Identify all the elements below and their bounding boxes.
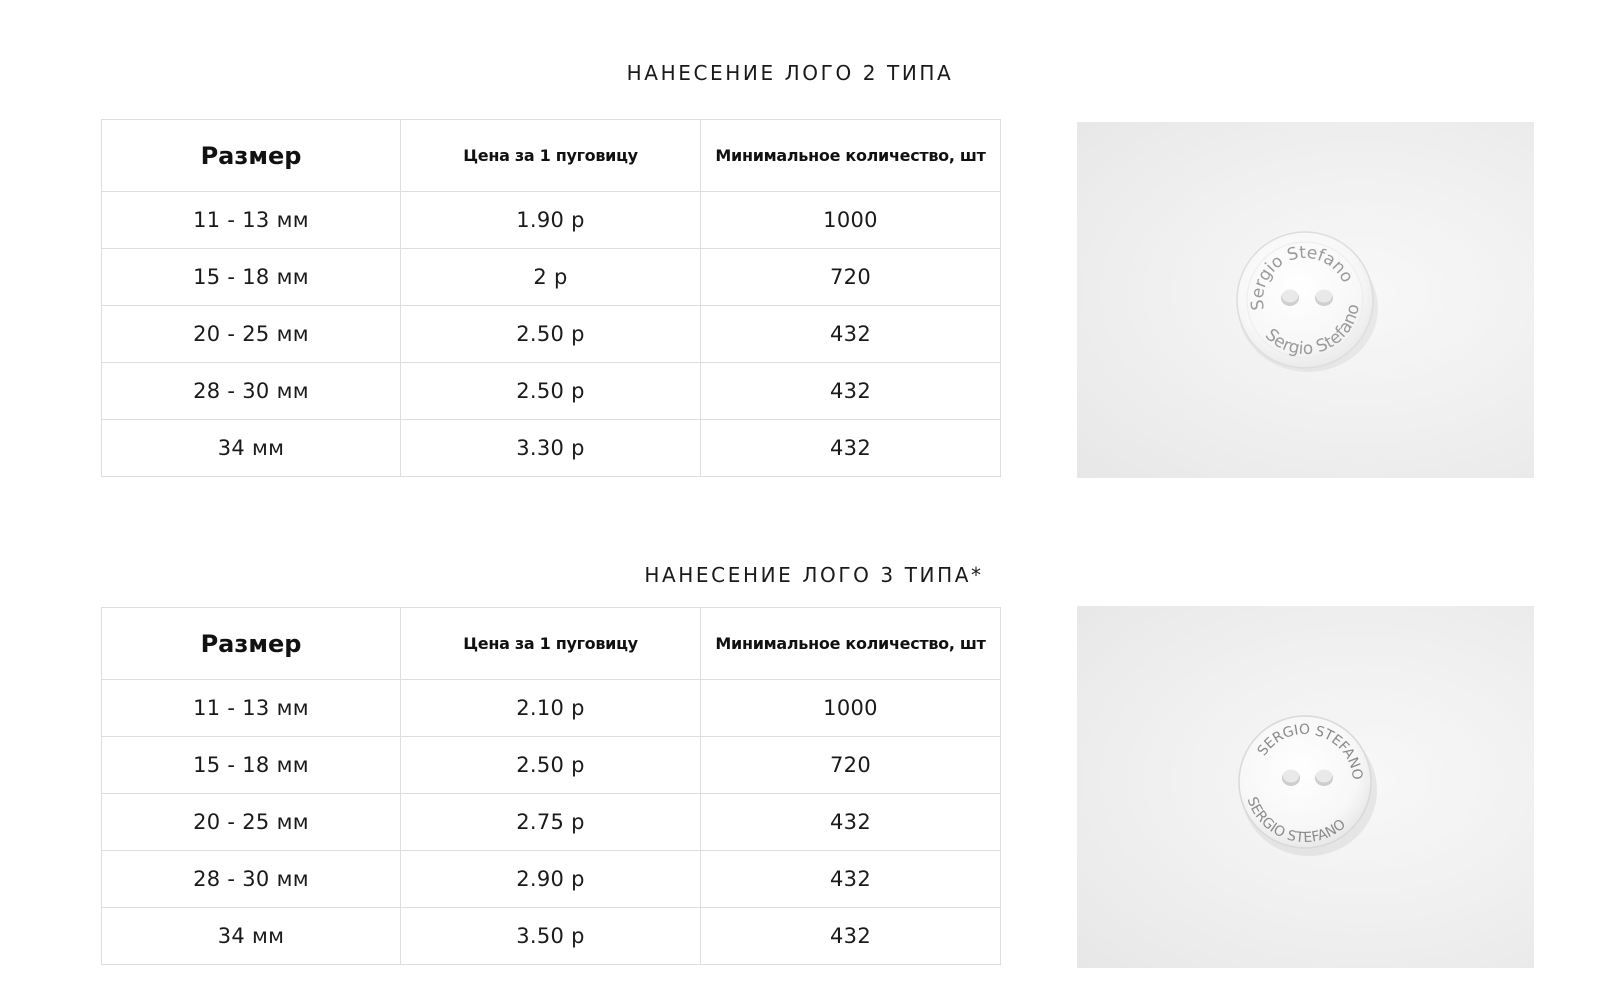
price-table-logo-type-2 [101,119,1001,477]
min-qty-cell: 432 [701,794,1001,851]
table-row [102,306,1001,363]
table-row [102,737,1001,794]
price-cell: 2.10 р [401,680,701,737]
logo-text-bottom: Sergio Stefano [1261,302,1364,360]
price-cell: 2.50 р [401,363,701,420]
logo-text-top: Sergio Stefano [1247,242,1358,312]
section-title-logo-type-2: НАНЕСЕНИЕ ЛОГО 2 ТИПА [626,61,954,85]
size-cell: 11 - 13 мм [102,192,401,249]
section-title-logo-type-3: НАНЕСЕНИЕ ЛОГО 3 ТИПА* [644,563,984,587]
size-cell: 28 - 30 мм [102,851,401,908]
price-cell: 2 р [401,249,701,306]
table-row [102,908,1001,965]
size-cell: 28 - 30 мм [102,363,401,420]
price-column-header: Цена за 1 пуговицу [401,120,701,192]
price-column-header: Цена за 1 пуговицу [401,608,701,680]
table-row [102,363,1001,420]
price-cell: 3.50 р [401,908,701,965]
size-cell: 15 - 18 мм [102,737,401,794]
price-table-logo-type-3 [101,607,1001,965]
min-qty-cell: 432 [701,908,1001,965]
price-cell: 1.90 р [401,192,701,249]
min-qty-cell: 432 [701,363,1001,420]
button-photo-logo-type-3 [1077,606,1534,968]
table-row [102,249,1001,306]
size-column-header: Размер [102,608,401,680]
table-row [102,680,1001,737]
table-row [102,420,1001,477]
size-cell: 20 - 25 мм [102,794,401,851]
min-qty-cell: 720 [701,737,1001,794]
price-cell: 2.50 р [401,737,701,794]
logo-text-bottom: SERGIO STEFANO [1243,794,1349,847]
size-cell: 20 - 25 мм [102,306,401,363]
min-qty-cell: 720 [701,249,1001,306]
size-cell: 15 - 18 мм [102,249,401,306]
table-row [102,794,1001,851]
button-illustration [1077,122,1534,478]
price-cell: 3.30 р [401,420,701,477]
size-column-header: Размер [102,120,401,192]
table-header-row [102,608,1001,680]
min-qty-cell: 1000 [701,680,1001,737]
button-photo-logo-type-2 [1077,122,1534,478]
table-row [102,851,1001,908]
size-cell: 11 - 13 мм [102,680,401,737]
min-qty-column-header: Минимальное количество, шт [701,120,1001,192]
price-cell: 2.75 р [401,794,701,851]
min-qty-cell: 432 [701,306,1001,363]
button-illustration [1077,606,1534,968]
table-row [102,192,1001,249]
size-cell: 34 мм [102,908,401,965]
logo-text-top: SERGIO STEFANO [1254,721,1366,781]
price-cell: 2.50 р [401,306,701,363]
table-header-row [102,120,1001,192]
price-cell: 2.90 р [401,851,701,908]
size-cell: 34 мм [102,420,401,477]
min-qty-cell: 432 [701,851,1001,908]
min-qty-column-header: Минимальное количество, шт [701,608,1001,680]
min-qty-cell: 432 [701,420,1001,477]
min-qty-cell: 1000 [701,192,1001,249]
